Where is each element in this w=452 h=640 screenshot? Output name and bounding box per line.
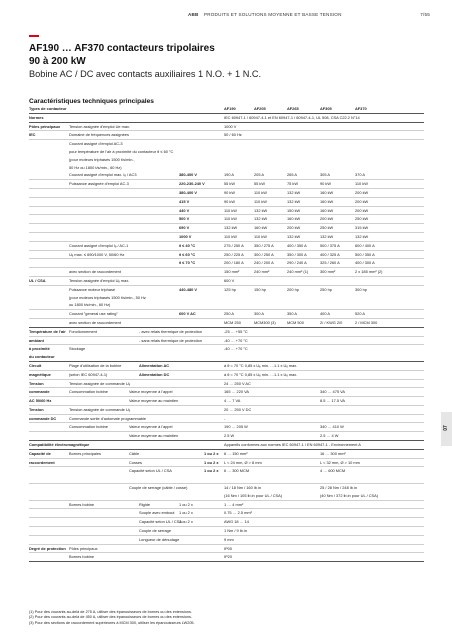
table-cell: (16 Nm / 105 lb.in pour UL / CSA) [224,492,283,498]
table-cell: Souple avec embout [139,510,175,516]
table-row [29,242,424,251]
table-cell: AF205 [254,106,266,111]
table-cell: 4 … 600 MCM [320,468,346,474]
table-cell: 300 A [254,311,264,317]
table-cell: 160 kW [320,198,334,204]
table-cell: 160 kW [254,225,268,231]
table-cell: 305 A [320,172,330,178]
table-cell: 1 ou 2 x [179,519,193,525]
table-cell: 205 A [254,172,264,178]
footnote: (3) Pour des sections de raccordement supérieures à MCM 300, utiliser les épanouisseurs LW205. [29,620,195,625]
accent-bar [29,35,39,37]
table-row [29,131,424,140]
table-cell: 190 A [224,172,234,178]
table-row [29,294,424,302]
table-cell: Commande sortie d'automate programmable [69,415,147,421]
table-cell: 50 Hz ou 1800 t/s/min., 60 Hz) [69,164,122,170]
table-cell: 520 A [355,311,365,317]
table-cell: Température de l'air [29,328,66,334]
table-cell: Courant assigné d'emploi AC-3 [69,141,123,147]
table-row [29,123,424,132]
table-cell: Consommation bobine [69,424,108,430]
footnotes [29,610,195,626]
table-cell: 200 kW [355,189,369,195]
table-cell: 150 mm² [224,269,240,275]
table-cell: MCM 250 [224,319,241,325]
table-cell: IP20 [224,554,233,560]
table-cell: Cosses [129,459,142,465]
table-cell: raccordement [29,459,55,465]
table-row [29,475,424,484]
page-subtitle: Bobine AC / DC avec contacts auxiliaires 1 N.O. + 1 N.C. [29,69,262,79]
table-row [29,371,424,380]
chapter-tab: 07 [441,412,452,446]
table-row [29,518,424,527]
table-cell: Domaine de fréquences assignées [69,132,129,138]
table-cell: 132 kW [224,225,238,231]
table-cell: 1 ou 2 x [179,501,193,507]
table-cell: 200 kW [320,216,334,222]
table-cell: IEC 60947-1 / 60947-4-1 et EN 60947-1 / 60947-4-1, UL 508, CSA C22.2 N°14 [224,114,360,120]
table-cell: avec section de raccordement [69,269,121,275]
table-cell: 220-230-240 V [179,181,205,187]
table-row [29,233,424,242]
table-row [29,527,424,536]
table-row [29,189,424,198]
table-row [29,362,424,371]
table-cell: Bornes bobine [69,501,95,507]
table-cell: Capacité selon UL / CSA [129,468,172,474]
table-cell: Circuit [29,362,42,368]
table-row [29,259,424,268]
table-row [29,484,424,492]
section-title: Caractéristiques techniques principales [29,98,154,105]
table-cell: 110 kW [224,233,237,239]
table-cell: 25 / 28 Nm / 248 lb.in [320,485,357,491]
table-cell: θ ≤ 60 °C [179,251,196,257]
table-cell: (pour moteurs triphasés 1500 t/s/min., [69,156,135,162]
table-cell: 400 A [320,311,330,317]
table-cell: 400 / 350 A [287,242,307,248]
table-row [29,207,424,216]
table-cell: 90 kW [224,189,236,195]
table-row [29,268,424,277]
table-row [29,337,424,346]
table-cell: Puissance assignée d'emploi AC-3 [69,181,129,187]
table-cell: -25 … +55 °C [224,328,248,334]
table-cell: 380-400 V [179,172,197,178]
table-row [29,415,424,424]
table-row [29,553,424,562]
table-row [29,459,424,468]
table-cell: 500 / 350 A [355,251,375,257]
table-cell: 300 mm² [320,269,336,275]
table-cell: 2 x 185 mm² (2) [355,269,383,275]
table-cell: (selon IEC 60947-4-1) [69,371,108,377]
table-cell: 600 V [224,277,235,283]
table-cell: 1 Nm / 9 lb.in [224,528,247,534]
table-row [29,536,424,545]
table-row [29,509,424,518]
table-cell: Compatibilité électromagnétique [29,442,90,448]
table-cell: du contacteur [29,354,55,360]
table-cell: Rigide [139,501,151,507]
table-cell: 500 / 375 A [320,242,340,248]
table-cell: Appareils conformes aux normes IEC 60947-1 / EN 60947-1 - Environnement A [224,442,361,448]
table-cell: Couple de serrage (câble / cosse) [129,485,188,491]
table-row [29,198,424,207]
table-cell: 440-480 V [179,286,197,292]
table-cell: magnétique [29,371,51,377]
table-cell: à proximité [29,346,50,352]
table-cell: 350 / 300 A [287,251,307,257]
table-cell: Capacité de [29,450,51,456]
table-row [29,467,424,475]
section-name: PRODUITS ET SOLUTIONS MOYENNE ET BASSE TENSION [204,12,342,17]
table-cell: 2/ / KWG 2/0 [320,319,343,325]
table-cell: 400 / 300 A [355,260,375,266]
table-cell: 200 kW [287,225,301,231]
table-cell: - sans relais thermique de protection [139,337,202,343]
table-row [29,501,424,510]
table-row [29,345,424,353]
table-row [29,277,424,286]
table-row [29,353,424,362]
table-cell: Uₑ max. ≤ 690/1000 V, 50/60 Hz [69,251,125,257]
table-cell: AF370 [355,106,367,111]
table-cell: 132 kW [254,216,268,222]
table-cell: Tension assignée d'emploi Ue max. [69,123,131,129]
table-cell: avec section de raccordement [69,319,121,325]
table-cell: 132 kW [287,198,301,204]
table-cell: θ ≤ 40 °C [179,242,196,248]
table-cell: 1 ou 2 x [204,450,219,456]
footnote: (1) Pour des courants au-delà de 275 A, utiliser des épanouisseurs de bornes ou des extensions. [29,610,192,614]
table-cell: 200 / 180 A [224,260,244,266]
table-cell: 350 / 275 A [254,242,274,248]
table-cell: 0.75 … 2.5 mm² [224,510,252,516]
table-cell: 300 / 250 A [254,251,274,257]
table-cell: ambiant [29,337,44,343]
footnote: (2) Pour des courants au-delà de 450 A, utiliser des épanouisseurs de bornes ou des extensions. [29,615,192,620]
table-cell: 370 A [355,172,365,178]
table-cell: 415 V [179,198,190,204]
table-cell: 50 / 60 Hz [224,132,242,138]
table-cell: 75 kW [287,181,299,187]
table-cell: Consommation bobine [69,389,108,395]
table-cell: UL / CSA [29,277,46,283]
table-cell: 160 kW [287,216,301,222]
table-cell: -40 … +70 °C [224,346,248,352]
table-cell: 150 kW [287,207,301,213]
page-number: 7/55 [420,12,430,17]
table-row [29,423,424,432]
table-cell: 24 … 250 V AC [224,380,251,386]
table-cell: Courant assigné d'emploi max. Iₑ / AC3 [69,172,137,178]
table-cell: Types de contacteur [29,106,67,111]
table-cell: Alimentation AC [139,362,170,368]
table-cell: 6 … 150 mm² [224,450,248,456]
table-row [29,310,424,319]
table-cell: 400 / 325 A [320,251,340,257]
table-cell: Courant "general use rating" [69,311,118,317]
table-cell: 340 … 410 W [320,424,344,430]
table-cell: 1000 V [179,233,192,239]
table-cell: ou 1800 t/s/min., 60 Hz) [69,302,111,308]
table-cell: 275 / 250 A [224,242,244,248]
table-cell: 600 V AC [179,311,196,317]
table-cell: 132 kW [320,233,334,239]
table-row [29,140,424,148]
table-cell: 132 kW [254,207,268,213]
table-cell: Degré de protection [29,545,66,551]
table-cell: 160 kW [320,189,334,195]
table-cell: 250 / 225 A [224,251,244,257]
table-row [29,215,424,224]
table-cell: Bornes principales [69,450,102,456]
table-row [29,406,424,415]
table-cell: - [224,415,226,421]
table-cell: Plage d'utilisation de la bobine [69,362,122,368]
table-cell: Tension assignée d'emploi Uₑ max. [69,277,130,283]
table-cell: IEC [29,132,36,138]
table-cell: 4 … 7 VA [224,398,241,404]
table-cell: 600 / 400 A [355,242,375,248]
table-cell: 380-400 V [179,189,197,195]
table-cell: 440 V [179,207,190,213]
table-cell: 2 / MCM 300 [355,319,378,325]
table-cell: 290 / 240 A [287,260,307,266]
table-cell: 690 V [179,225,190,231]
table-cell: Valeur moyenne à l'appel [129,424,173,430]
spec-table [29,105,424,562]
table-cell: L < 32 mm, Ø > 10 mm [320,459,360,465]
table-cell: 315 kW [355,225,369,231]
table-cell: 200 kW [355,198,369,204]
table-cell: commande DC [29,415,57,421]
table-cell: 250 A [224,311,234,317]
table-cell: 250 hp [320,286,332,292]
table-cell: 1 ou 2 x [204,459,219,465]
table-row [29,148,424,156]
table-cell: à θ = 70 °C 0,85 x Uₑ min. …1.1 x Uₑ max. [224,362,298,368]
table-cell: AC 50/60 Hz [29,398,52,404]
table-cell: Pôles principaux [69,545,98,551]
table-cell: 1 ou 2 x [204,468,219,474]
table-cell: 250 kW [355,216,369,222]
table-cell: pour température de l'air à proximité du contacteur θ ≤ 60 °C [69,148,174,154]
table-cell: AF265 [287,106,299,111]
table-cell: 325 / 260 A [320,260,340,266]
table-row [29,156,424,164]
table-cell: Courant assigné d'emploi Iₑ / AC-1 [69,242,129,248]
table-cell: Tension assignée de commande Uₑ [69,406,131,412]
table-row [29,388,424,397]
table-cell: 20 … 250 V DC [224,406,252,412]
table-cell: 1 ou 2 x [179,510,193,516]
table-row [29,441,424,450]
table-cell: 14 / 18 Nm / 160 lb.in [224,485,261,491]
table-cell: 1 … 4 mm² [224,501,244,507]
table-cell: Couple de serrage [139,528,172,534]
table-cell: AF305 [320,106,332,111]
table-cell: 250 kW [320,225,334,231]
table-cell: MCM 500 [287,319,304,325]
table-row [29,224,424,233]
table-cell: 340 … 475 VA [320,389,346,395]
table-cell: (pour moteurs triphasés 1500 t/s/min., 50 Hz [69,294,146,300]
table-cell: AF190 [224,106,236,111]
brand-logo: ABB [188,12,199,17]
table-cell: 190 … 205 W [224,424,248,430]
table-cell: Longueur de dénudage [139,536,180,542]
table-cell: Normes [29,114,44,120]
table-cell: à θ = 70 °C 0,85 x Uₑ min. …1.1 x Uₑ max. [224,371,298,377]
table-row [29,328,424,337]
table-cell: 160 kW [320,207,334,213]
table-cell: 1000 V [224,123,237,129]
table-cell: Pôles principaux [29,123,61,129]
table-cell: 132 kW [287,189,301,195]
table-cell: 16 … 300 mm² [320,450,346,456]
table-cell: 90 kW [320,181,332,187]
table-row [29,397,424,406]
table-row [29,286,424,294]
table-row [29,432,424,441]
table-row [29,380,424,389]
table-cell: 55 kW [224,181,236,187]
table-row [29,180,424,189]
table-row [29,301,424,310]
table-cell: 2.5 … 4 W [320,433,339,439]
table-row [29,251,424,260]
table-cell: 132 kW [355,233,369,239]
table-cell: 110 kW [254,189,267,195]
table-row [29,545,424,554]
table-cell: 240 mm² [254,269,270,275]
table-cell: - avec relais thermique de protection [139,328,202,334]
table-cell: Valeur moyenne au maintien [129,433,179,439]
table-cell: 265 A [287,172,297,178]
table-cell: Capacité selon UL / CSA [139,519,182,525]
table-cell: 55 kW [254,181,266,187]
table-cell: Valeur moyenne à l'appel [129,389,173,395]
table-cell: 300 hp [355,286,367,292]
table-cell: 125 hp [224,286,236,292]
table-row [29,164,424,172]
table-cell: IP00 [224,545,233,551]
table-row [29,319,424,328]
page-title: AF190 … AF370 contacteurs tripolaires 90 à 200 kW [29,43,215,67]
table-row [29,171,424,180]
table-cell: Tension [29,406,44,412]
table-cell: 9 mm [224,536,234,542]
table-cell: 200 hp [287,286,299,292]
table-cell: Valeur moyenne au maintien [129,398,179,404]
table-cell: 110 kW [224,207,237,213]
table-cell: -40 … +70 °C [224,337,248,343]
table-cell: MCM300 (3) [254,319,276,325]
table-row [29,492,424,501]
table-cell: 240 / 200 A [254,260,274,266]
table-header-row [29,105,424,114]
table-cell: 8.5 … 17.5 VA [320,398,346,404]
table-cell: Tension [29,380,44,386]
table-cell: 6 … 300 MCM [224,468,250,474]
table-cell: commande [29,389,50,395]
table-cell: AWG 18 … 14 [224,519,249,525]
table-cell: Bornes bobine [69,554,95,560]
table-cell: Câble [129,450,140,456]
table-cell: Alimentation DC [139,371,170,377]
table-cell: 165 … 220 VA [224,389,250,395]
table-cell: 2.5 W [224,433,235,439]
table-cell: L < 24 mm, Ø > 8 mm [224,459,262,465]
table-cell: 500 V [179,216,190,222]
table-cell: 150 hp [254,286,266,292]
table-cell: 110 kW [254,198,267,204]
table-cell: 110 kW [254,233,267,239]
table-cell: 200 kW [355,207,369,213]
table-row [29,450,424,459]
table-cell: 110 kW [355,181,368,187]
table-cell: 110 kW [224,216,237,222]
table-row [29,114,424,123]
table-cell: 90 kW [224,198,236,204]
table-cell: Stockage [69,346,86,352]
table-cell: Puissance moteur triphasé [69,286,116,292]
table-cell: Tension assignée de commande Uₑ [69,380,131,386]
table-cell: 240 mm² (1) [287,269,309,275]
table-cell: 132 kW [287,233,301,239]
table-cell: (40 Nm / 372 lb.in pour UL / CSA) [320,492,379,498]
table-cell: θ ≤ 70 °C [179,260,196,266]
table-cell: Fonctionnement [69,328,97,334]
table-cell: 350 A [287,311,297,317]
